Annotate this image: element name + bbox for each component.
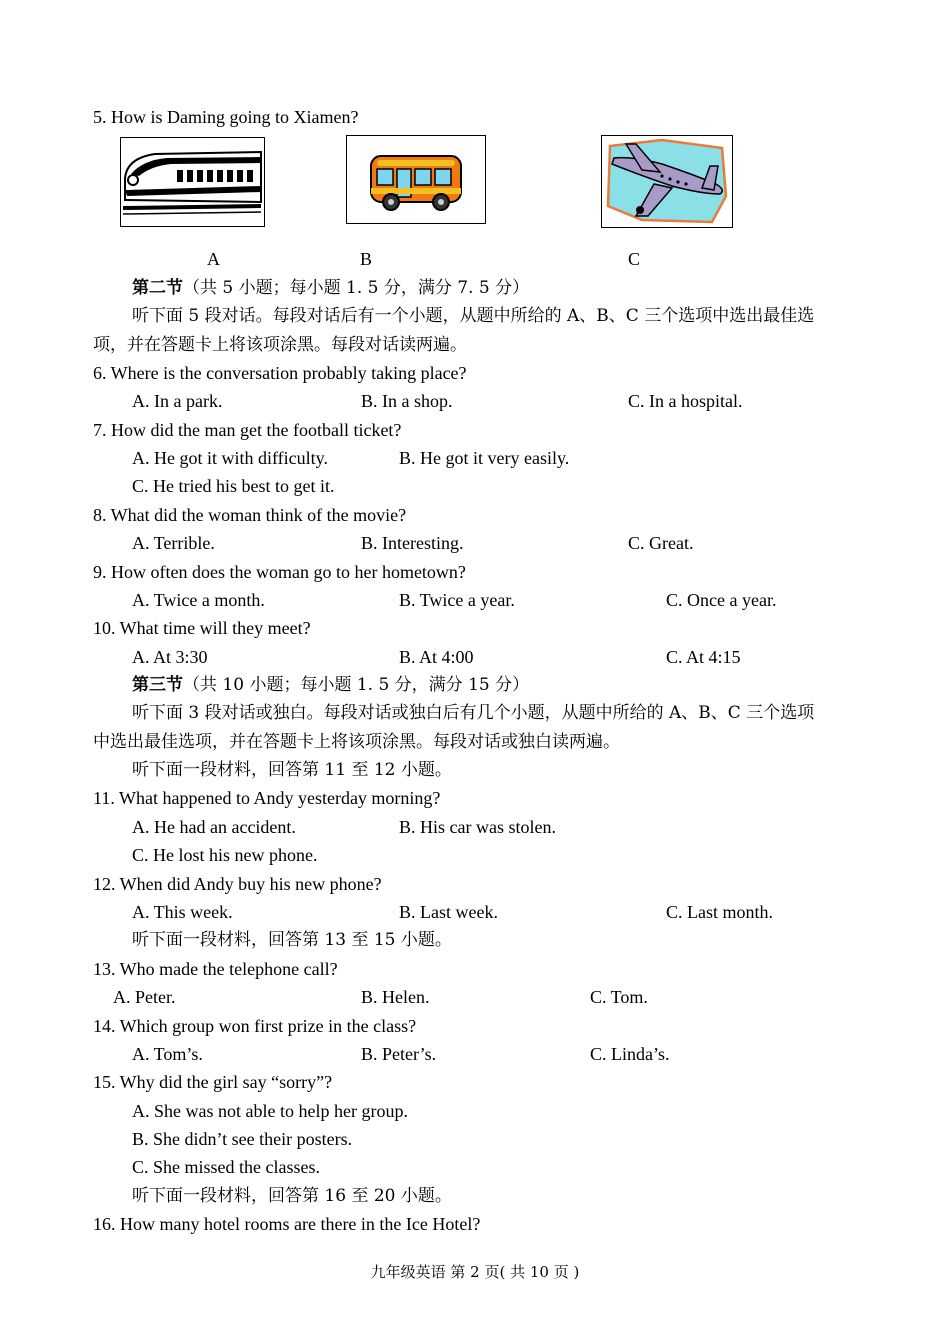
section3-instruction-line2: 中选出最佳选项，并在答题卡上将该项涂黑。每段对话或独白读两遍。 [93, 732, 620, 752]
train-icon [121, 138, 263, 225]
q7-option-c: C. He tried his best to get it. [132, 476, 335, 496]
option-b-picture [346, 135, 486, 224]
q8-option-a: A. Terrible. [132, 533, 215, 553]
q14-option-c: C. Linda’s. [590, 1044, 670, 1064]
q11-option-c: C. He lost his new phone. [132, 845, 318, 865]
q14-option-b: B. Peter’s. [361, 1044, 437, 1064]
section2-heading [132, 277, 529, 299]
q11-option-b: B. His car was stolen. [399, 817, 556, 837]
q10-option-c: C. At 4:15 [666, 647, 741, 667]
q12-option-b: B. Last week. [399, 902, 498, 922]
q11-question: 11. What happened to Andy yesterday morning? [93, 788, 441, 808]
section3-info: （共 10 小题；每小题 1. 5 分，满分 15 分） [183, 675, 530, 695]
q8-option-c: C. Great. [628, 533, 694, 553]
q5-question: 5. How is Daming going to Xiamen? [93, 107, 359, 127]
q15-option-b: B. She didn’t see their posters. [132, 1129, 353, 1149]
q10-option-a: A. At 3:30 [132, 647, 208, 667]
material-note-13-15: 听下面一段材料，回答第 13 至 15 小题。 [132, 930, 452, 950]
q10-option-b: B. At 4:00 [399, 647, 474, 667]
q7-option-a: A. He got it with difficulty. [132, 448, 328, 468]
q12-question: 12. When did Andy buy his new phone? [93, 874, 382, 894]
q13-question: 13. Who made the telephone call? [93, 959, 338, 979]
q7-question: 7. How did the man get the football ticket? [93, 420, 402, 440]
bus-icon [347, 136, 484, 222]
option-c-label: C [628, 249, 641, 269]
section2-info: （共 5 小题；每小题 1. 5 分，满分 7. 5 分） [183, 278, 530, 298]
q9-option-a: A. Twice a month. [132, 590, 265, 610]
q9-question: 9. How often does the woman go to her hometown? [93, 562, 466, 582]
section2-instruction-line2: 项，并在答题卡上将该项涂黑。每段对话读两遍。 [93, 335, 467, 355]
q9-option-b: B. Twice a year. [399, 590, 515, 610]
q14-question: 14. Which group won first prize in the class? [93, 1016, 417, 1036]
section2-instruction-line1: 听下面 5 段对话。每段对话后有一个小题，从题中所给的 A、B、C 三个选项中选出最佳选 [132, 306, 815, 326]
airplane-icon [602, 136, 731, 226]
q15-question: 15. Why did the girl say “sorry”? [93, 1072, 333, 1092]
q8-option-b: B. Interesting. [361, 533, 464, 553]
page-footer: 九年级英语 第 2 页( 共 10 页 ) [370, 1263, 580, 1281]
option-a-label: A [207, 249, 220, 269]
q16-question: 16. How many hotel rooms are there in the Ice Hotel? [93, 1214, 481, 1234]
option-c-picture [601, 135, 733, 228]
q10-question: 10. What time will they meet? [93, 618, 311, 638]
q9-option-c: C. Once a year. [666, 590, 777, 610]
q7-option-b: B. He got it very easily. [399, 448, 570, 468]
option-a-picture [120, 137, 265, 227]
q6-option-c: C. In a hospital. [628, 391, 743, 411]
material-note-11-12: 听下面一段材料，回答第 11 至 12 小题。 [132, 760, 452, 780]
q6-option-b: B. In a shop. [361, 391, 453, 411]
q13-option-c: C. Tom. [590, 987, 648, 1007]
q6-option-a: A. In a park. [132, 391, 223, 411]
q15-option-a: A. She was not able to help her group. [132, 1101, 408, 1121]
q13-option-b: B. Helen. [361, 987, 430, 1007]
q15-option-c: C. She missed the classes. [132, 1157, 320, 1177]
option-b-label: B [360, 249, 373, 269]
material-note-16-20: 听下面一段材料，回答第 16 至 20 小题。 [132, 1186, 452, 1206]
section3-heading [132, 674, 529, 696]
q12-option-c: C. Last month. [666, 902, 773, 922]
q14-option-a: A. Tom’s. [132, 1044, 203, 1064]
section3-instruction-line1: 听下面 3 段对话或独白。每段对话或独白后有几个小题，从题中所给的 A、B、C 三个选项 [132, 703, 815, 723]
q6-question: 6. Where is the conversation probably taking place? [93, 363, 467, 383]
q11-option-a: A. He had an accident. [132, 817, 296, 837]
q13-option-a: A. Peter. [113, 987, 176, 1007]
section3-title: 第三节 [132, 675, 183, 695]
q12-option-a: A. This week. [132, 902, 233, 922]
section2-title: 第二节 [132, 278, 183, 298]
q8-question: 8. What did the woman think of the movie? [93, 505, 407, 525]
